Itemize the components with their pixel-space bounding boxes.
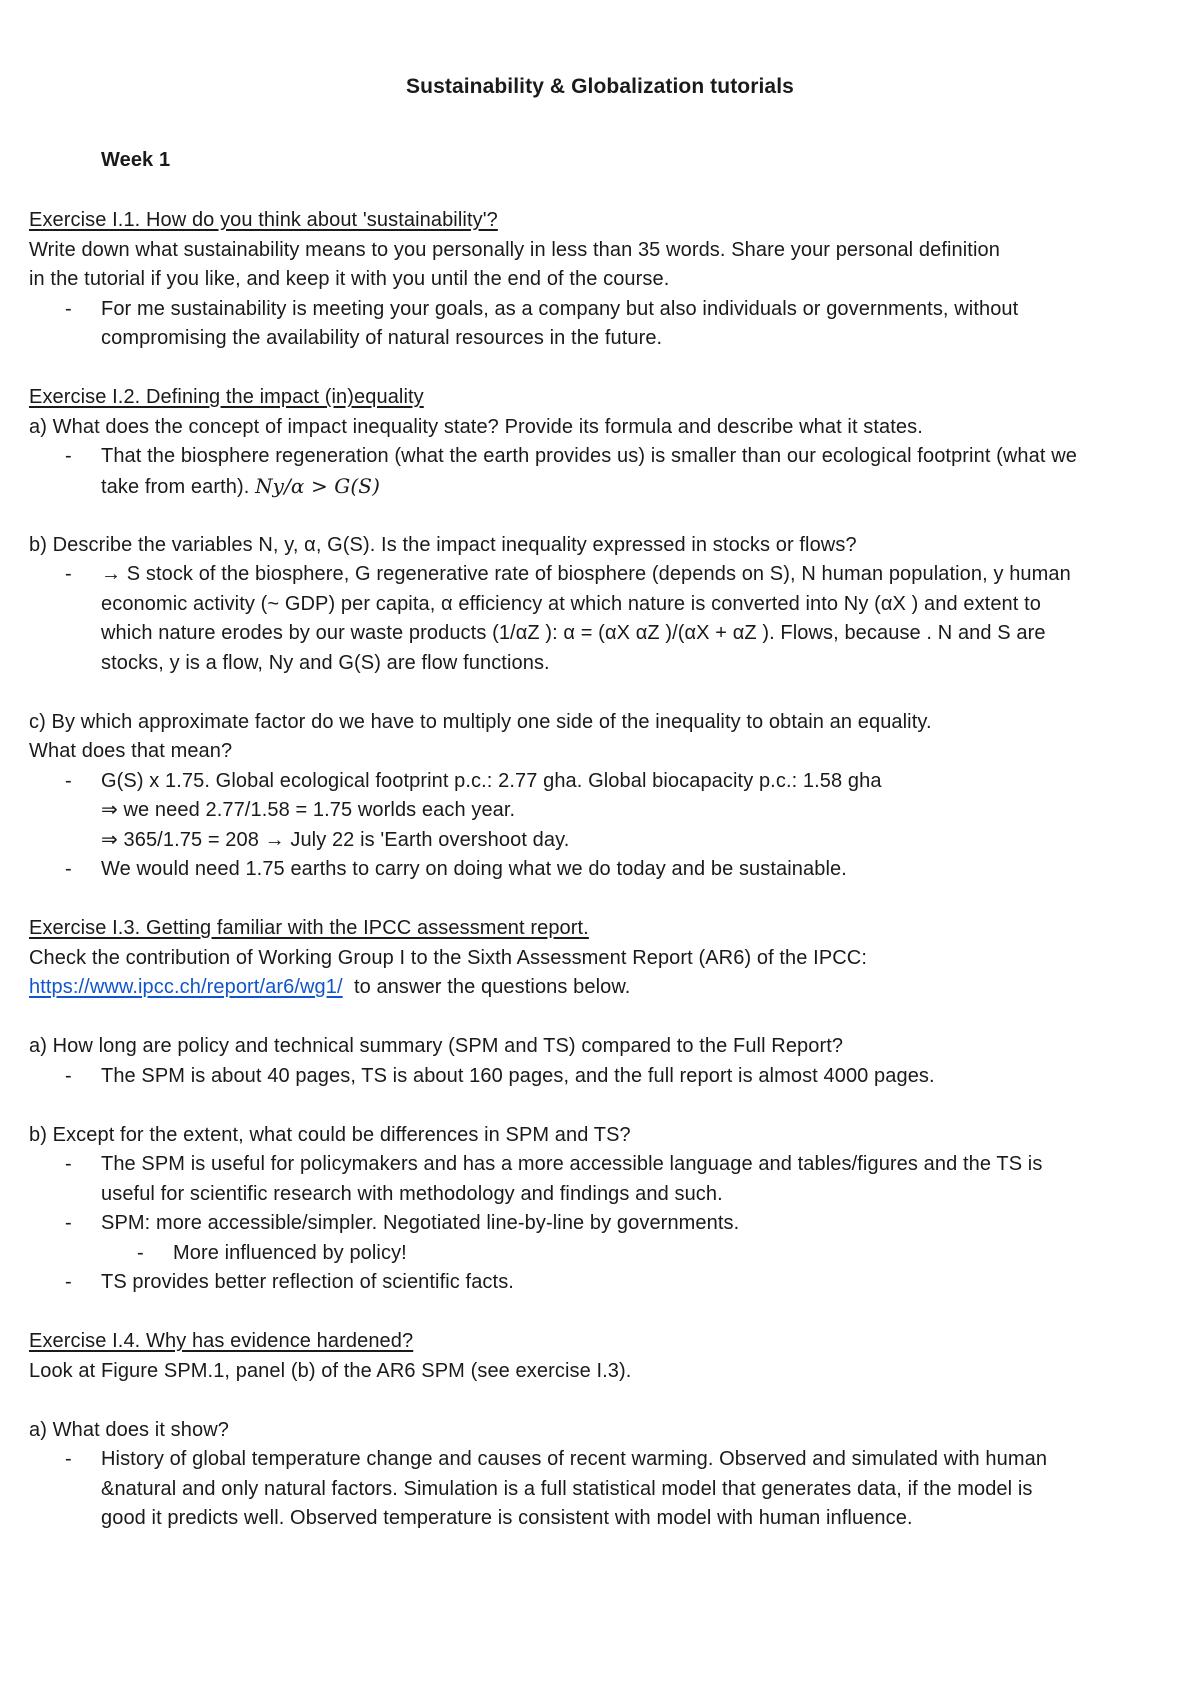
bullet-dash: - bbox=[65, 445, 72, 467]
exercise-3-answer-b-subbullet: - More influenced by policy! bbox=[29, 1239, 1179, 1269]
document-body bbox=[29, 206, 1179, 1534]
exercise-3-intro: Check the contribution of Working Group I to the Sixth Assessment Report (AR6) of the IPCC: bbox=[29, 946, 867, 969]
exercise-4-answer-a-continuation: &natural and only natural factors. Simulation is a full statistical model that generates data, if the model is bbox=[101, 1477, 1033, 1500]
exercise-2-question-c: What does that mean? bbox=[29, 740, 233, 762]
exercise-4-intro: Look at Figure SPM.1, panel (b) of the AR6 SPM (see exercise I.3). bbox=[29, 1359, 632, 1382]
exercise-2-answer-c-bullet: - We would need 1.75 earths to carry on doing what we do today and be sustainable. bbox=[29, 855, 1179, 885]
exercise-2-answer-a-continuation: take from earth). Ny/α > G(S) bbox=[101, 473, 380, 498]
exercise-4-question-a: a) What does it show? bbox=[29, 1418, 229, 1441]
exercise-3-answer-a-bullet: - The SPM is about 40 pages, TS is about 160 pages, and the full report is almost 4000 pages. bbox=[29, 1062, 1179, 1092]
exercise-1-prompt-line: Write down what sustainability means to you personally in less than 35 words. Share your personal definition bbox=[29, 238, 1000, 261]
exercise-1-answer-bullet: - For me sustainability is meeting your goals, as a company but also individuals or governments, without bbox=[29, 295, 1179, 325]
exercise-4-answer-a-bullet: - History of global temperature change and causes of recent warming. Observed and simulated with human bbox=[29, 1445, 1179, 1475]
exercise-2-answer-b-continuation: economic activity (~ GDP) per capita, α efficiency at which nature is converted into Ny (αX ) and extent to bbox=[101, 592, 1041, 615]
exercise-1-answer-continuation: compromising the availability of natural resources in the future. bbox=[101, 327, 663, 349]
exercise-3-answer-b-bullet: - TS provides better reflection of scientific facts. bbox=[29, 1268, 1179, 1298]
exercise-2-answer-b-continuation: stocks, y is a flow, Ny and G(S) are flow functions. bbox=[101, 651, 550, 674]
exercise-2-answer-c-continuation: ⇒ we need 2.77/1.58 = 1.75 worlds each year. bbox=[101, 799, 516, 821]
exercise-2-answer-c-continuation: ⇒ 365/1.75 = 208 → July 22 is 'Earth overshoot day. bbox=[101, 828, 570, 851]
exercise-4-answer-a-continuation: good it predicts well. Observed temperature is consistent with model with human influence. bbox=[101, 1507, 913, 1529]
exercise-2-answer-b-continuation: which nature erodes by our waste products (1/αZ ): α = (αX αZ )/(αX + αZ ). Flows, because . N and S are bbox=[101, 622, 1046, 644]
exercise-3-answer-b-bullet: - The SPM is useful for policymakers and has a more accessible language and tables/figures and the TS is bbox=[29, 1150, 1179, 1180]
exercise-3-question-a: a) How long are policy and technical summary (SPM and TS) compared to the Full Report? bbox=[29, 1035, 844, 1057]
bullet-dash: - bbox=[65, 1212, 72, 1234]
bullet-dash: - bbox=[65, 1271, 72, 1293]
bullet-dash: - bbox=[137, 1241, 144, 1264]
bullet-dash: - bbox=[65, 563, 72, 585]
bullet-dash: - bbox=[65, 1064, 72, 1087]
exercise-2-question-b: b) Describe the variables N, y, α, G(S). Is the impact inequality expressed in stocks or flows? bbox=[29, 533, 857, 556]
exercise-3-answer-b-bullet: - SPM: more accessible/simpler. Negotiated line-by-line by governments. bbox=[29, 1209, 1179, 1239]
exercise-3-question-b: b) Except for the extent, what could be differences in SPM and TS? bbox=[29, 1123, 631, 1146]
exercise-2-answer-a-bullet: - That the biosphere regeneration (what the earth provides us) is smaller than our ecological footprint (what we bbox=[29, 442, 1179, 472]
document-title: Sustainability & Globalization tutorials bbox=[406, 75, 794, 98]
exercise-3-link-line: https://www.ipcc.ch/report/ar6/wg1/ to answer the questions below. bbox=[29, 976, 631, 998]
bullet-dash: - bbox=[65, 1153, 72, 1175]
exercise-2-question-a: a) What does the concept of impact inequality state? Provide its formula and describe what it states. bbox=[29, 415, 923, 438]
exercise-3-answer-b-continuation: useful for scientific research with methodology and findings and such. bbox=[101, 1182, 723, 1205]
ipcc-report-link[interactable]: https://www.ipcc.ch/report/ar6/wg1/ bbox=[29, 976, 343, 998]
exercise-2-heading: Exercise I.2. Defining the impact (in)equality bbox=[29, 386, 424, 408]
bullet-dash: - bbox=[65, 769, 72, 792]
bullet-dash: - bbox=[65, 297, 72, 320]
exercise-2-answer-c-bullet: - G(S) x 1.75. Global ecological footprint p.c.: 2.77 gha. Global biocapacity p.c.: 1.58 gha bbox=[29, 767, 1179, 797]
exercise-2-question-c: c) By which approximate factor do we have to multiply one side of the inequality to obtain an equality. bbox=[29, 710, 932, 733]
exercise-1-prompt-line: in the tutorial if you like, and keep it with you until the end of the course. bbox=[29, 268, 670, 290]
exercise-1-heading: Exercise I.1. How do you think about 'sustainability'? bbox=[29, 209, 498, 231]
week-heading: Week 1 bbox=[101, 149, 171, 171]
bullet-dash: - bbox=[65, 858, 72, 880]
impact-inequality-formula: Ny/α > G(S) bbox=[255, 473, 380, 498]
exercise-2-answer-b-bullet: - → S stock of the biosphere, G regenerative rate of biosphere (depends on S), N human population, y human bbox=[29, 560, 1179, 590]
exercise-4-heading: Exercise I.4. Why has evidence hardened? bbox=[29, 1330, 414, 1352]
bullet-dash: - bbox=[65, 1448, 72, 1470]
exercise-3-heading: Exercise I.3. Getting familiar with the IPCC assessment report. bbox=[29, 917, 589, 939]
